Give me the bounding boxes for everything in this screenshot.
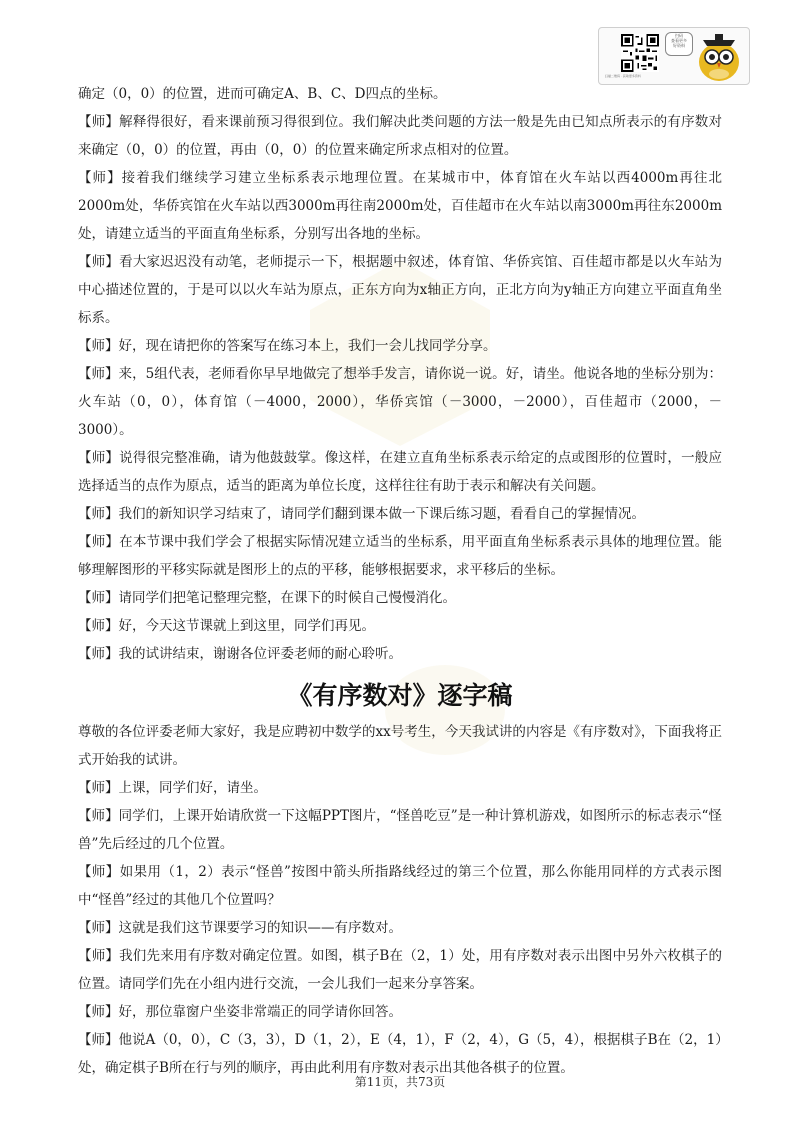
paragraph: 【师】解释得很好，看来课前预习得很到位。我们解决此类问题的方法一般是先由已知点所表示的有序数对来确定（0，0）的位置，再由（0，0）的位置来确定所求点相对的位置。: [78, 114, 722, 158]
qr-code-icon[interactable]: [621, 34, 659, 72]
paragraph: 【师】看大家迟迟没有动笔，老师提示一下，根据题中叙述，体育馆、华侨宾馆、百佳超市都是以火车站为中心描述位置的，于是可以以火车站为原点，正东方向为x轴正方向，正北方向为y轴正方向建立平面直角坐标系。: [78, 254, 722, 326]
paragraph: 【师】接着我们继续学习建立坐标系表示地理位置。在某城市中，体育馆在火车站以西4000m再往北2000m处，华侨宾馆在火车站以西3000m再往南2000m处，百佳超市在火车站以南3000m再往东2000m处，请建立适当的平面直角坐标系，分别写出各地的坐标。: [78, 170, 722, 242]
header-qr-badge[interactable]: [598, 27, 750, 85]
paragraph: 尊敬的各位评委老师大家好，我是应聘初中数学的xx号考生，今天我试讲的内容是《有序数对》，下面我将正式开始我的试讲。: [78, 724, 722, 768]
paragraph: 【师】请同学们把笔记整理完整，在课下的时候自己慢慢消化。: [78, 590, 456, 606]
paragraph: 【师】好，现在请把你的答案写在练习本上，我们一会儿找同学分享。: [78, 338, 497, 354]
section-title: 《有序数对》逐字稿: [287, 681, 513, 710]
owl-mascot-icon: [689, 30, 745, 82]
paragraph: 【师】说得很完整准确，请为他鼓鼓掌。像这样，在建立直角坐标系表示给定的点或图形的位置时，一般应选择适当的点作为原点，适当的距离为单位长度，这样往往有助于表示和解决有关问题。: [78, 450, 722, 494]
paragraph: 【师】在本节课中我们学会了根据实际情况建立适当的坐标系，用平面直角坐标系表示具体的地理位置。能够理解图形的平移实际就是图形上的点的平移，能够根据要求，求平移后的坐标。: [78, 534, 722, 578]
paragraph: 【师】我们的新知识学习结束了，请同学们翻到课本做一下课后练习题，看看自己的掌握情况。: [78, 506, 645, 522]
badge-caption: 扫描二维码 · 获取更多资料: [605, 74, 641, 78]
paragraph: 【师】我的试讲结束，谢谢各位评委老师的耐心聆听。: [78, 646, 402, 662]
paragraph: 【师】我们先来用有序数对确定位置。如图，棋子B在（2，1）处，用有序数对表示出图中另外六枚棋子的位置。请同学们先在小组内进行交流，一会儿我们一起来分享答案。: [78, 948, 722, 992]
page-number: 第11页，共73页: [354, 1075, 446, 1089]
speech-bubble: 扫码 查看更多 好资料: [665, 32, 693, 56]
paragraph: 【师】上课，同学们好，请坐。: [78, 780, 267, 796]
paragraph: 【师】好，那位靠窗户坐姿非常端正的同学请你回答。: [78, 1004, 402, 1020]
paragraph: 【师】他说A（0，0），C（3，3），D（1，2），E（4，1），F（2，4），G（5，4），根据棋子B在（2，1）处，确定棋子B所在行与列的顺序，再由此利用有序数对表示出其他各棋子的位置。: [78, 1032, 722, 1076]
paragraph: 【师】这就是我们这节课要学习的知识——有序数对。: [78, 920, 402, 936]
paragraph: 【师】同学们，上课开始请欣赏一下这幅PPT图片，“怪兽吃豆”是一种计算机游戏，如图所示的标志表示“怪兽”先后经过的几个位置。: [78, 808, 722, 852]
paragraph: 【师】如果用（1，2）表示“怪兽”按图中箭头所指路线经过的第三个位置，那么你能用同样的方式表示图中“怪兽”经过的其他几个位置吗？: [78, 864, 722, 908]
paragraph: 【师】来，5组代表，老师看你早早地做完了想举手发言，请你说一说。好，请坐。他说各地的坐标分别为：火车站（0，0），体育馆（－4000，2000），华侨宾馆（－3000，－2000），百佳超市（2000，－3000）。: [78, 366, 722, 438]
document-body: [78, 80, 722, 1082]
paragraph: 【师】好，今天这节课就上到这里，同学们再见。: [78, 618, 375, 634]
paragraph: 确定（0，0）的位置，进而可确定A、B、C、D四点的坐标。: [78, 86, 447, 102]
